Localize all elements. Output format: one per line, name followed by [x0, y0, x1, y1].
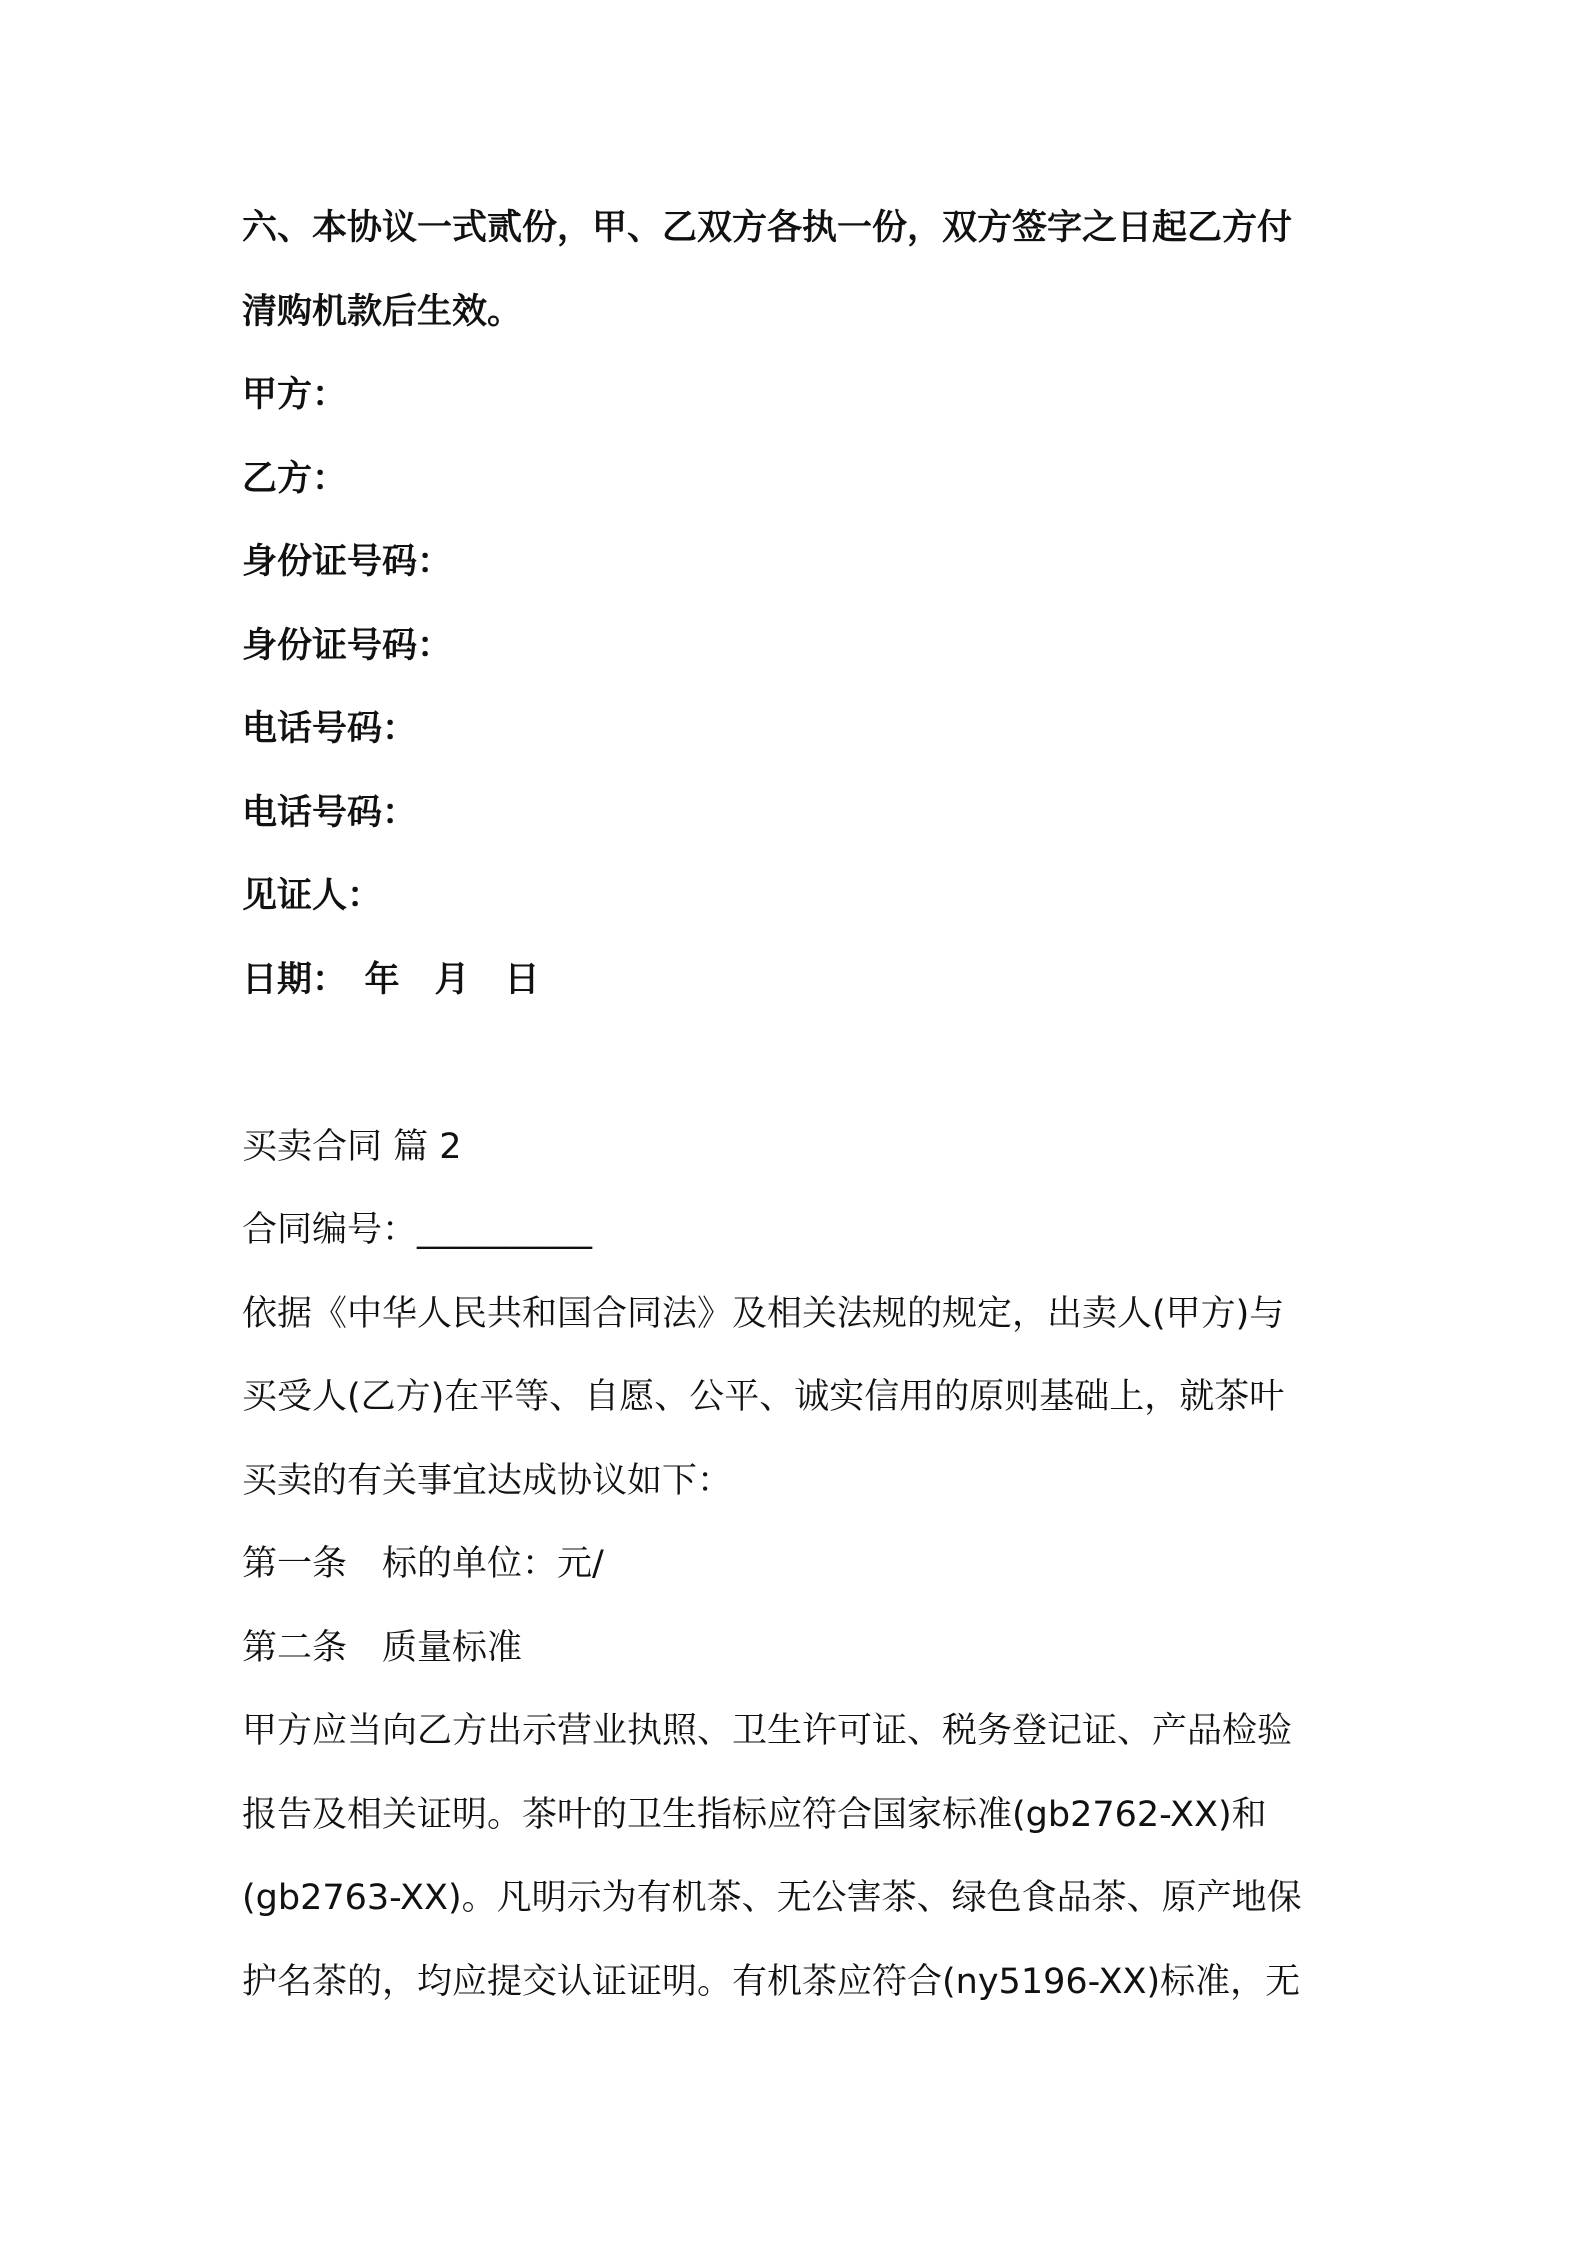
preamble-line-3: 买卖的有关事宜达成协议如下： — [242, 1461, 733, 1501]
witness-label: 见证人： — [242, 876, 383, 916]
party-a-label: 甲方： — [242, 375, 348, 415]
quality-standard-line-4: 护名茶的，均应提交认证证明。有机茶应符合(ny5196-XX)标准，无 — [242, 1962, 1301, 2002]
party-b-label: 乙方： — [242, 459, 348, 499]
preamble-line-2: 买受人(乙方)在平等、自愿、公平、诚实信用的原则基础上，就茶叶 — [242, 1377, 1285, 1417]
clause-six-line-2: 清购机款后生效。 — [242, 292, 523, 332]
clause-six-line-1: 六、本协议一式贰份，甲、乙双方各执一份，双方签字之日起乙方付 — [242, 208, 1293, 248]
preamble-line-1: 依据《中华人民共和国合同法》及相关法规的规定，出卖人(甲方)与 — [242, 1294, 1285, 1334]
quality-standard-line-1: 甲方应当向乙方出示营业执照、卫生许可证、税务登记证、产品检验 — [242, 1711, 1293, 1751]
id-number-label-1: 身份证号码： — [242, 542, 453, 582]
quality-standard-line-2: 报告及相关证明。茶叶的卫生指标应符合国家标准(gb2762-XX)和 — [242, 1795, 1267, 1835]
phone-number-label-2: 电话号码： — [242, 793, 418, 833]
date-label: 日期： 年 月 日 — [242, 960, 540, 1000]
id-number-label-2: 身份证号码： — [242, 626, 453, 666]
contract-number-line: 合同编号：__________ — [242, 1210, 593, 1250]
article-one-line: 第一条 标的单位：元/ — [242, 1544, 604, 1584]
quality-standard-line-3: (gb2763-XX)。凡明示为有机茶、无公害茶、绿色食品茶、原产地保 — [242, 1878, 1302, 1918]
phone-number-label-1: 电话号码： — [242, 709, 418, 749]
article-two-heading: 第二条 质量标准 — [242, 1628, 523, 1668]
contract-title: 买卖合同 篇 2 — [242, 1127, 462, 1167]
